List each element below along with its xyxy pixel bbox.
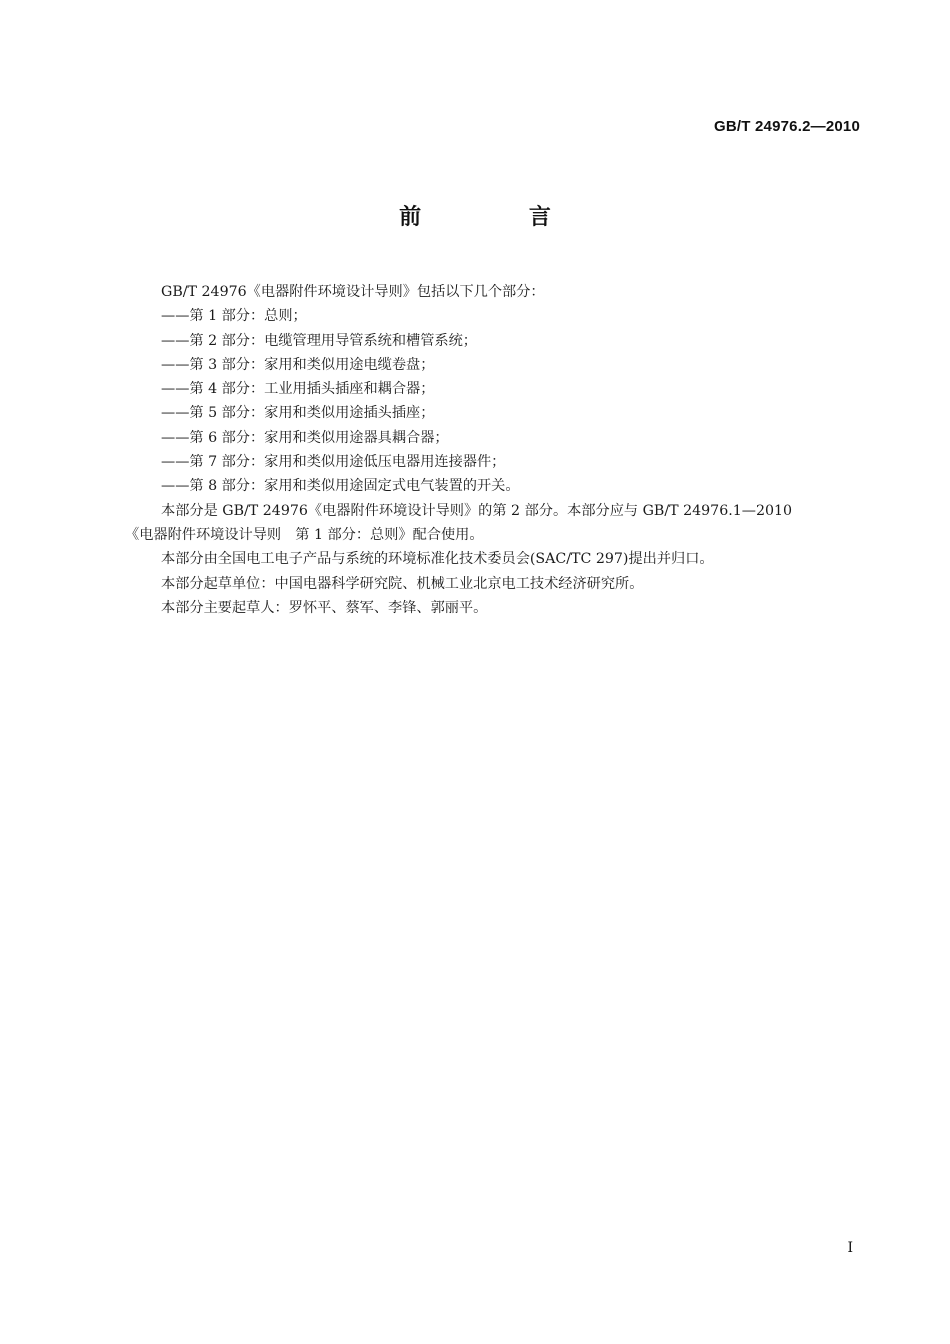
relation-line-2: 《电器附件环境设计导则 第 1 部分：总则》配合使用。	[125, 526, 484, 543]
foreword-content	[125, 280, 865, 620]
list-item: ——第 2 部分：电缆管理用导管系统和槽管系统；	[161, 332, 477, 349]
drafting-units-paragraph: 本部分起草单位：中国电器科学研究院、机械工业北京电工技术经济研究所。	[161, 575, 644, 592]
relation-line-1: 本部分是 GB/T 24976《电器附件环境设计导则》的第 2 部分。本部分应与 GB/T 24976.1—2010	[161, 502, 793, 519]
list-item: ——第 1 部分：总则；	[161, 308, 307, 325]
proposed-by-paragraph: 本部分由全国电工电子产品与系统的环境标准化技术委员会(SAC/TC 297)提出并归口。	[161, 551, 714, 568]
list-item: ——第 7 部分：家用和类似用途低压电器用连接器件；	[161, 454, 506, 471]
drafters-paragraph: 本部分主要起草人：罗怀平、蔡军、李锋、郭丽平。	[161, 599, 488, 616]
intro-paragraph: GB/T 24976《电器附件环境设计导则》包括以下几个部分：	[161, 284, 545, 300]
relation-paragraph	[125, 499, 865, 548]
list-item: ——第 4 部分：工业用插头插座和耦合器；	[161, 381, 435, 398]
standard-number: GB/T 24976.2—2010	[714, 118, 860, 135]
list-item: ——第 8 部分：家用和类似用途固定式电气装置的开关。	[161, 478, 520, 495]
page-title: 前 言	[399, 205, 601, 230]
page-number: I	[847, 1240, 853, 1256]
list-item: ——第 3 部分：家用和类似用途电缆卷盘；	[161, 356, 435, 373]
list-item: ——第 6 部分：家用和类似用途器具耦合器；	[161, 429, 449, 446]
parts-list	[125, 304, 865, 498]
list-item: ——第 5 部分：家用和类似用途插头插座；	[161, 405, 435, 422]
